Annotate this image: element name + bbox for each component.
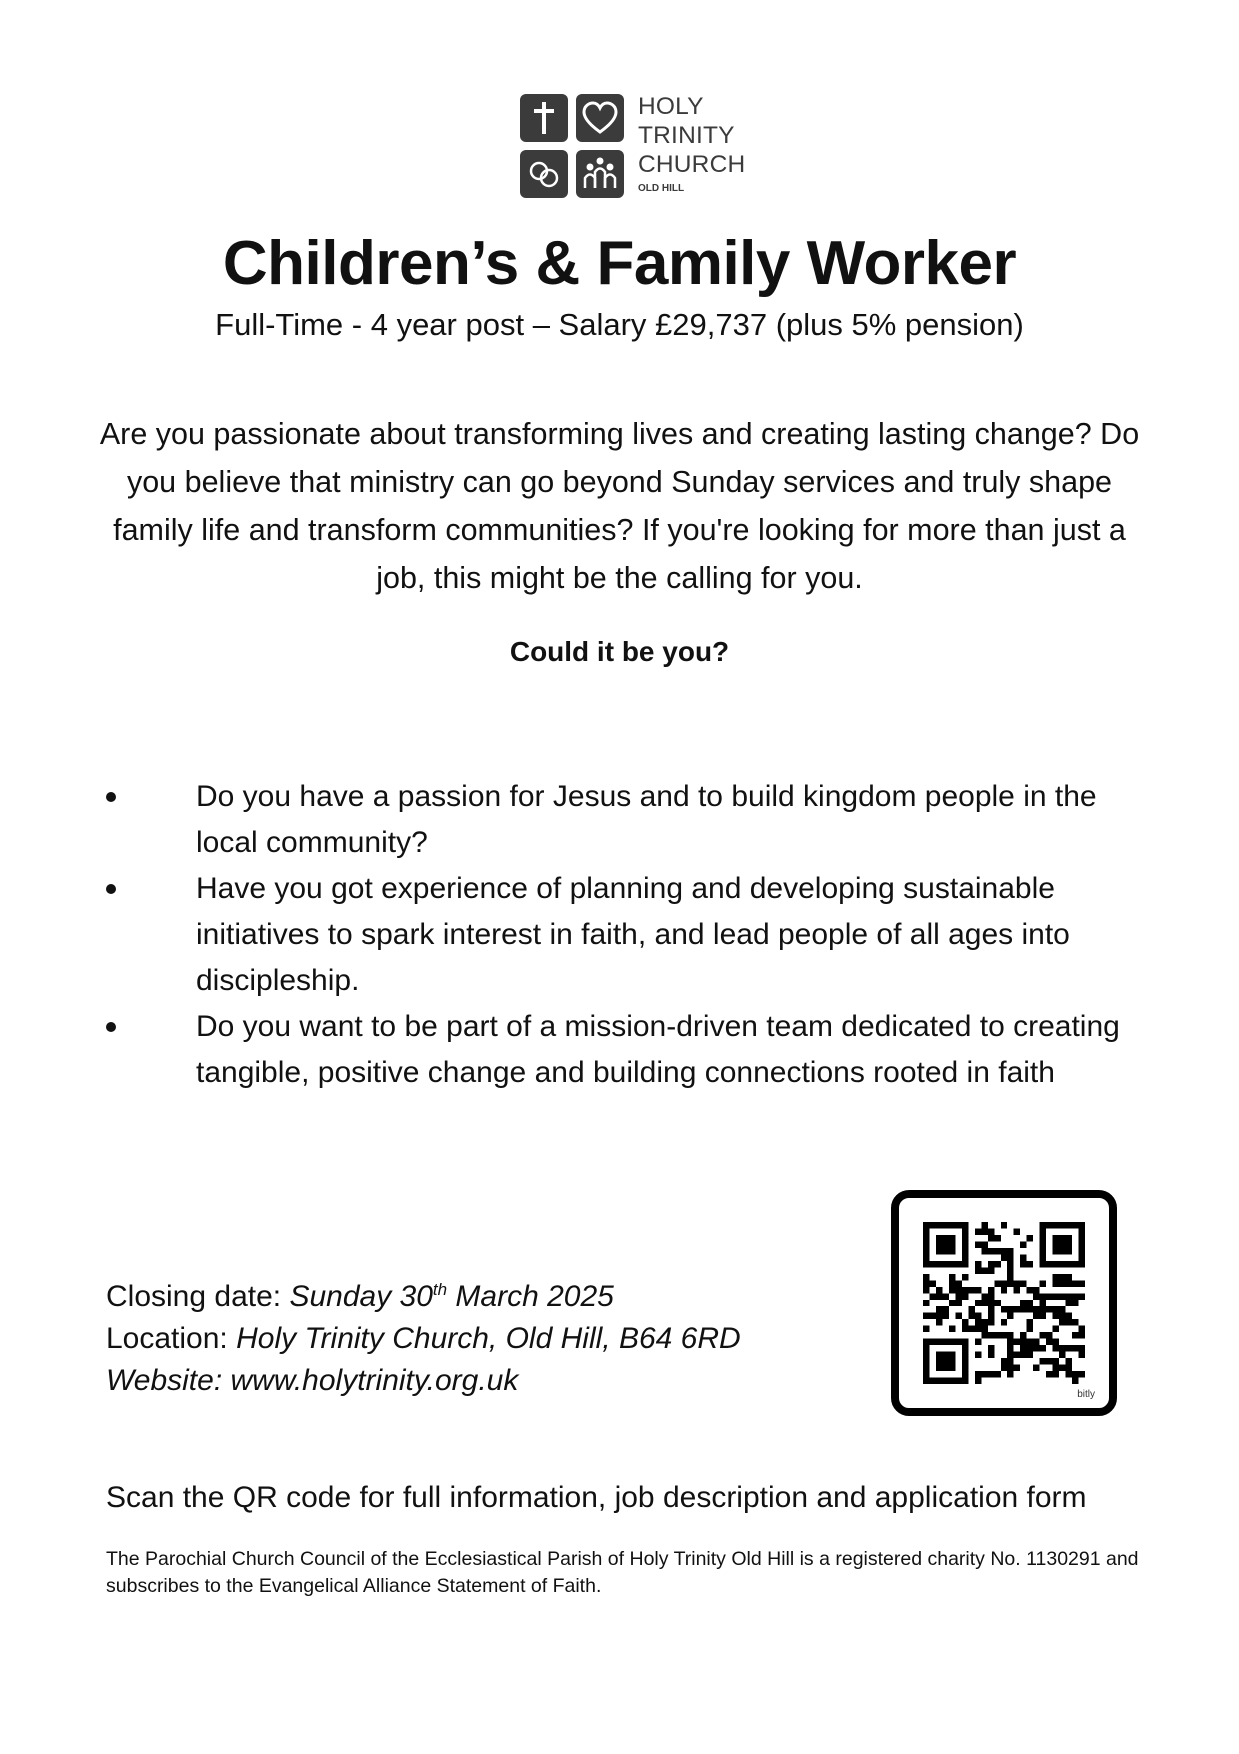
closing-date-label: Closing date: [106,1280,290,1313]
website-link[interactable]: www.holytrinity.org.uk [230,1364,519,1397]
list-item [0,866,1156,1004]
question-list [0,774,1239,1096]
family-icon [576,150,624,198]
location-value: Holy Trinity Church, Old Hill, B64 6RD [236,1322,741,1355]
rings-icon [520,150,568,198]
logo-text-church: CHURCH [638,151,746,178]
closing-date-value: Sunday 30th March 2025 [289,1280,614,1313]
qr-brand-label: bitly [1077,1389,1095,1400]
charity-notice: The Parochial Church Council of the Ecclesiastical Parish of Holy Trinity Old Hill is a registered charity No. 1130291 and subscribes to the Evangelical Alliance Statement of Faith. [106,1548,1139,1597]
location-line [106,1318,741,1360]
bullet-icon [106,1022,116,1032]
logo-text-old-hill: OLD HILL [638,183,685,194]
bullet-icon [106,884,116,894]
could-it-be-you-heading: Could it be you? [509,636,730,667]
list-item [0,1004,1156,1096]
location-label: Location: [106,1322,237,1355]
website-label: Website: [106,1364,231,1397]
list-item-text: Have you got experience of planning and developing sustainable initiatives to spark interest in faith, and lead people of all ages into discipleship. [196,872,1070,997]
qr-code-icon [923,1222,1085,1384]
heart-icon [576,94,624,142]
website-line [106,1360,741,1402]
church-logo [520,94,760,198]
list-item-text: Do you want to be part of a mission-driven team dedicated to creating tangible, positive change and building connections rooted in faith [196,1010,1120,1089]
intro-paragraph: Are you passionate about transforming lives and creating lasting change? Do you believe that ministry can go beyond Sunday services and truly shape family life and transform communities? If you're looking for more than just a job, this might be the calling for you. [99,417,1140,595]
list-item [0,774,1156,866]
cross-icon [520,94,568,142]
scan-instruction: Scan the QR code for full information, job description and application form [106,1481,1087,1514]
qr-code[interactable] [891,1190,1117,1416]
page-title: Children’s & Family Worker [222,229,1017,298]
logo-text-trinity: TRINITY [638,122,735,149]
closing-date-line [106,1276,741,1318]
job-details [106,1276,741,1402]
logo-text-holy: HOLY [638,93,704,120]
job-subtitle: Full-Time - 4 year post – Salary £29,737 (plus 5% pension) [215,307,1024,342]
bullet-icon [106,792,116,802]
list-item-text: Do you have a passion for Jesus and to build kingdom people in the local community? [196,780,1097,859]
